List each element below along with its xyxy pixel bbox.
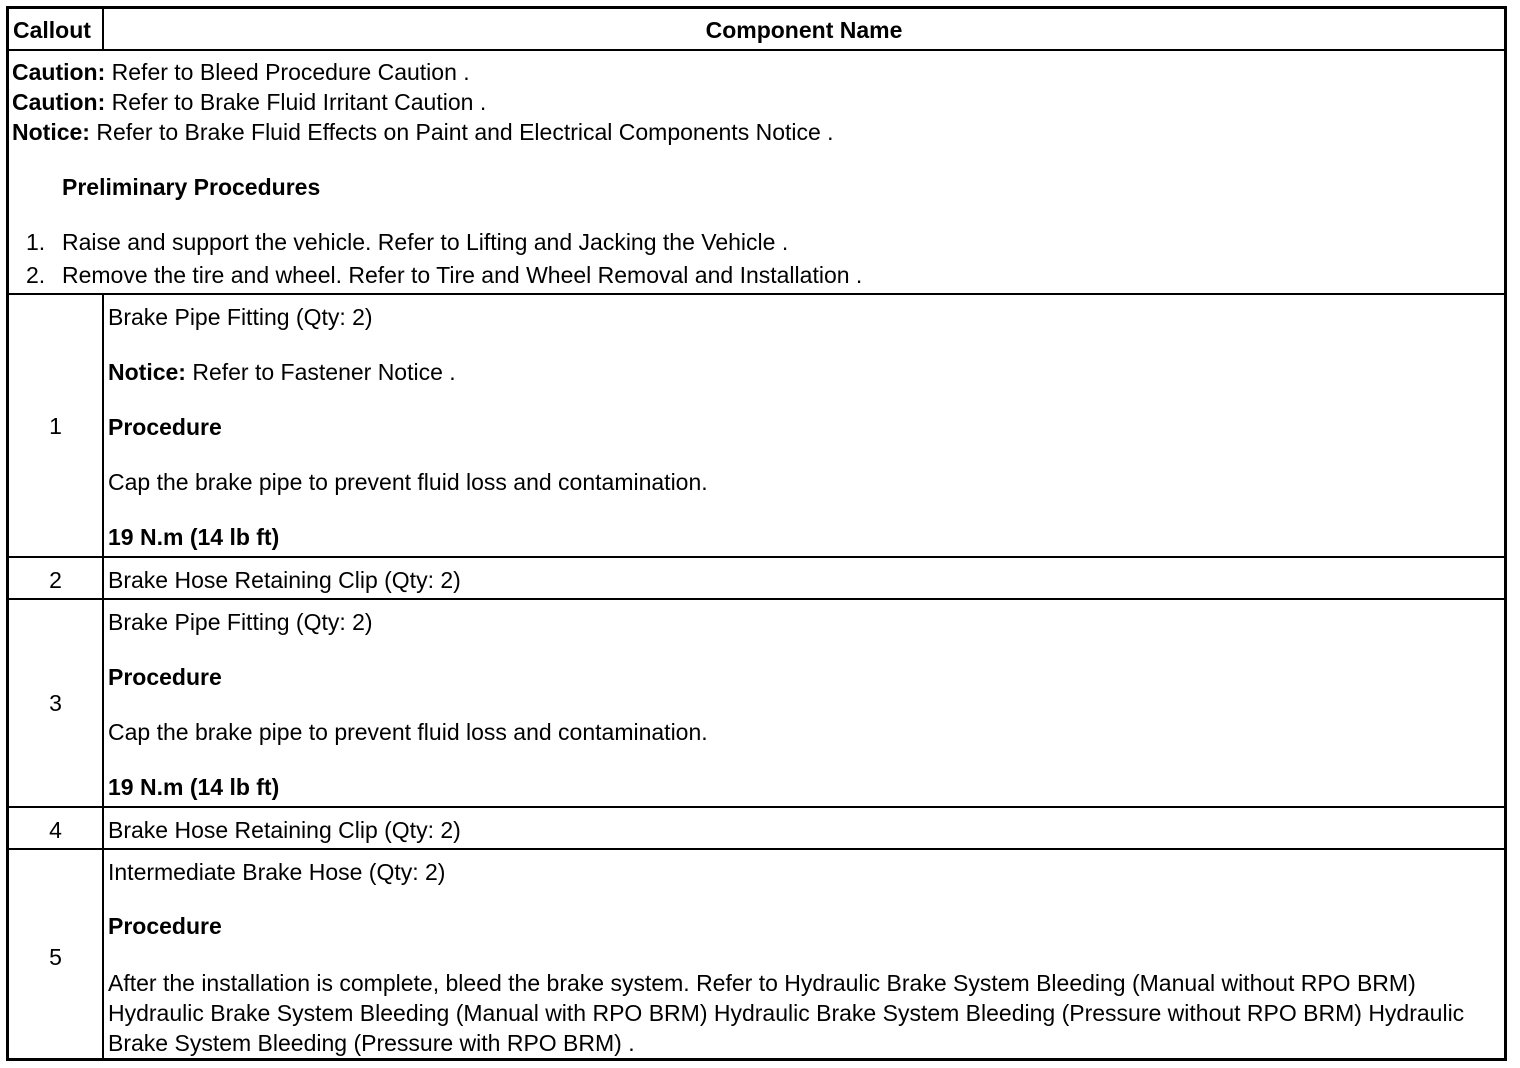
component-cell xyxy=(108,558,1496,598)
component-cell xyxy=(108,600,1496,806)
notice-line xyxy=(108,359,456,385)
table-row xyxy=(9,850,1504,1058)
table-row xyxy=(9,295,1504,556)
step-text: Remove the tire and wheel. Refer to Tire and Wheel Removal and Installation . xyxy=(62,262,863,288)
step-number: 1. xyxy=(26,229,46,255)
caution-label: Caution: xyxy=(12,89,106,115)
component-name: Brake Pipe Fitting (Qty: 2) xyxy=(108,304,373,330)
header-callout: Callout xyxy=(13,17,91,43)
table-row xyxy=(9,600,1504,806)
procedure-label: Procedure xyxy=(108,913,222,939)
caution-line-1 xyxy=(12,59,470,85)
section-title: Preliminary Procedures xyxy=(62,174,321,200)
component-table xyxy=(6,6,1507,1061)
component-name: Intermediate Brake Hose (Qty: 2) xyxy=(108,859,446,885)
table-row xyxy=(9,558,1504,598)
component-name: Brake Hose Retaining Clip (Qty: 2) xyxy=(108,567,461,593)
step-text: Raise and support the vehicle. Refer to Lifting and Jacking the Vehicle . xyxy=(62,229,789,255)
notice-label: Notice: xyxy=(12,119,90,145)
callout-number: 5 xyxy=(49,944,62,970)
callout-number: 2 xyxy=(49,567,62,593)
torque-spec: 19 N.m (14 lb ft) xyxy=(108,524,280,550)
component-name: Brake Pipe Fitting (Qty: 2) xyxy=(108,609,373,635)
header-row xyxy=(9,9,1504,49)
step-number: 2. xyxy=(26,262,46,288)
procedure-text: After the installation is complete, bleed the brake system. Refer to Hydraulic Brake System Bleeding (Manual without RPO BRM) Hydraulic Brake System Bleeding (Manual with RPO BRM) Hydraulic Brake System Bleeding (Pressure without RPO BRM) Hydraulic Brake System Bleeding (Pressure with RPO BRM) . xyxy=(108,970,1465,1056)
header-component-name: Component Name xyxy=(705,17,903,43)
caution-label: Caution: xyxy=(12,59,106,85)
notice-text: Refer to Fastener Notice . xyxy=(185,359,456,385)
caution-text: Refer to Bleed Procedure Caution . xyxy=(105,59,470,85)
notice-line xyxy=(12,119,834,145)
component-cell xyxy=(108,808,1496,848)
callout-number: 3 xyxy=(49,690,62,716)
procedure-text: Cap the brake pipe to prevent fluid loss and contamination. xyxy=(108,469,708,495)
component-cell xyxy=(108,850,1496,1058)
notice-label: Notice: xyxy=(108,359,186,385)
preamble xyxy=(9,51,1504,293)
table-row xyxy=(9,808,1504,848)
callout-number: 4 xyxy=(49,817,62,843)
torque-spec: 19 N.m (14 lb ft) xyxy=(108,774,280,800)
caution-text: Refer to Brake Fluid Irritant Caution . xyxy=(105,89,487,115)
caution-line-2 xyxy=(12,89,486,115)
procedure-label: Procedure xyxy=(108,664,222,690)
notice-text: Refer to Brake Fluid Effects on Paint and Electrical Components Notice . xyxy=(89,119,834,145)
component-cell xyxy=(108,295,1496,556)
callout-number: 1 xyxy=(49,413,62,439)
procedure-text: Cap the brake pipe to prevent fluid loss and contamination. xyxy=(108,719,708,745)
component-name: Brake Hose Retaining Clip (Qty: 2) xyxy=(108,817,461,843)
procedure-label: Procedure xyxy=(108,414,222,440)
